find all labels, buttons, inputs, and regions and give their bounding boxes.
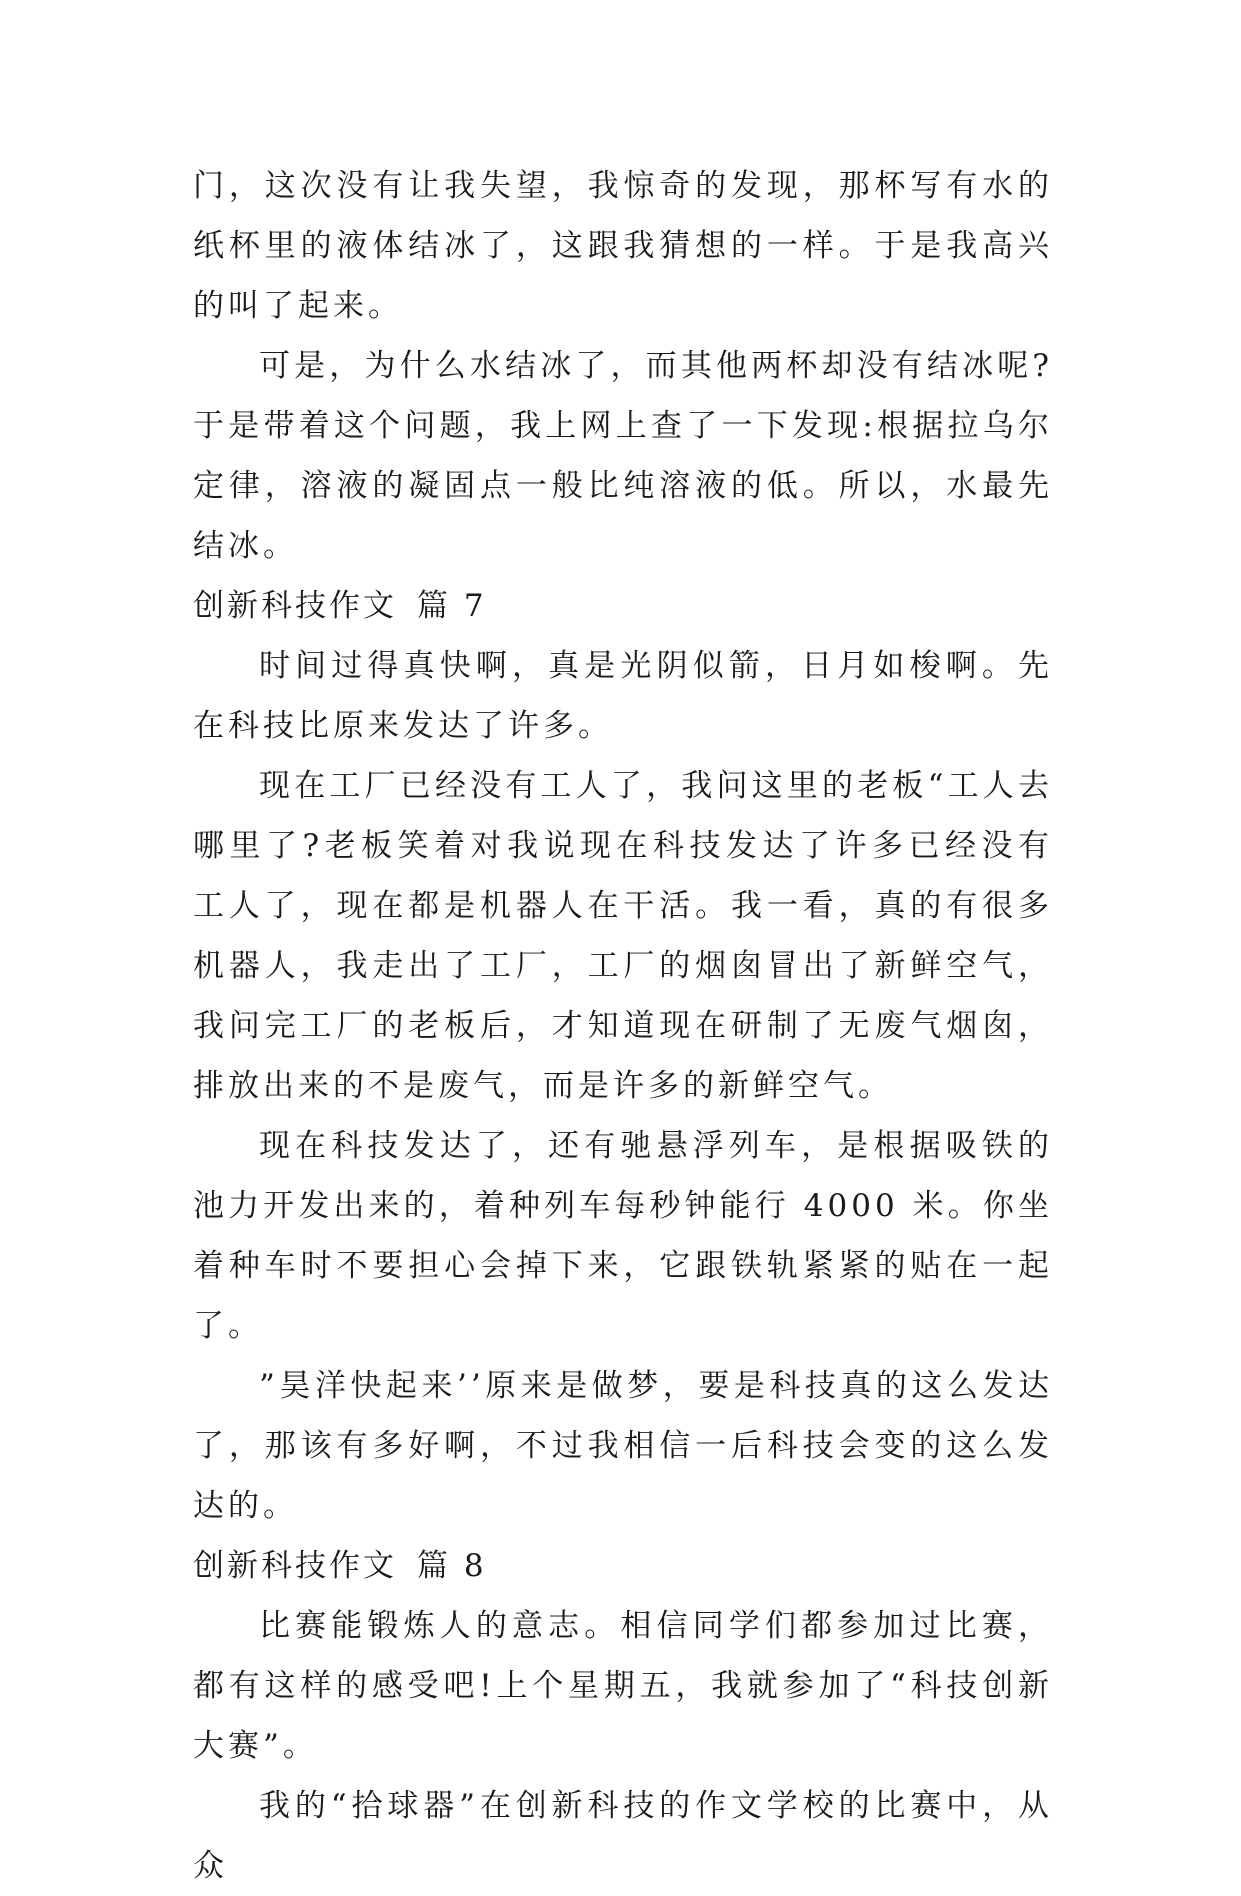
paragraph: 门，这次没有让我失望，我惊奇的发现，那杯写有水的纸杯里的液体结冰了，这跟我猜想的一样。于是我高兴的叫了起来。 [193, 168, 1053, 324]
section-title: 创新科技作文 [193, 1548, 397, 1584]
section-heading [193, 576, 1053, 636]
paragraph: 可是，为什么水结冰了，而其他两杯却没有结冰呢?于是带着这个问题，我上网上查了一下发现:根据拉乌尔定律，溶液的凝固点一般比纯溶液的低。所以，水最先结冰。 [193, 348, 1053, 564]
paragraph: ”昊洋快起来’’原来是做梦，要是科技真的这么发达了，那该有多好啊，不过我相信一后科技会变的这么发达的。 [193, 1368, 1053, 1524]
document-body [193, 156, 1053, 1896]
paragraph: 现在科技发达了，还有驰悬浮列车，是根据吸铁的池力开发出来的，着种列车每秒钟能行 4000 米。你坐着种车时不要担心会掉下来，它跟铁轨紧紧的贴在一起了。 [193, 1128, 1053, 1344]
paragraph: 现在工厂已经没有工人了，我问这里的老板“工人去哪里了?老板笑着对我说现在科技发达了许多已经没有工人了，现在都是机器人在干活。我一看，真的有很多机器人，我走出了工厂，工厂的烟囱冒出了新鲜空气，我问完工厂的老板后，才知道现在研制了无废气烟囱，排放出来的不是废气，而是许多的新鲜空气。 [193, 768, 1053, 1104]
section-number: 篇 7 [417, 588, 487, 624]
section-number: 篇 8 [417, 1548, 487, 1584]
section-heading [193, 1536, 1053, 1596]
paragraph: 比赛能锻炼人的意志。相信同学们都参加过比赛，都有这样的感受吧!上个星期五，我就参加了“科技创新大赛”。 [193, 1608, 1053, 1764]
section-title: 创新科技作文 [193, 588, 397, 624]
paragraph: 我的“拾球器”在创新科技的作文学校的比赛中，从众 [193, 1788, 1053, 1884]
paragraph: 时间过得真快啊，真是光阴似箭，日月如梭啊。先在科技比原来发达了许多。 [193, 648, 1053, 744]
